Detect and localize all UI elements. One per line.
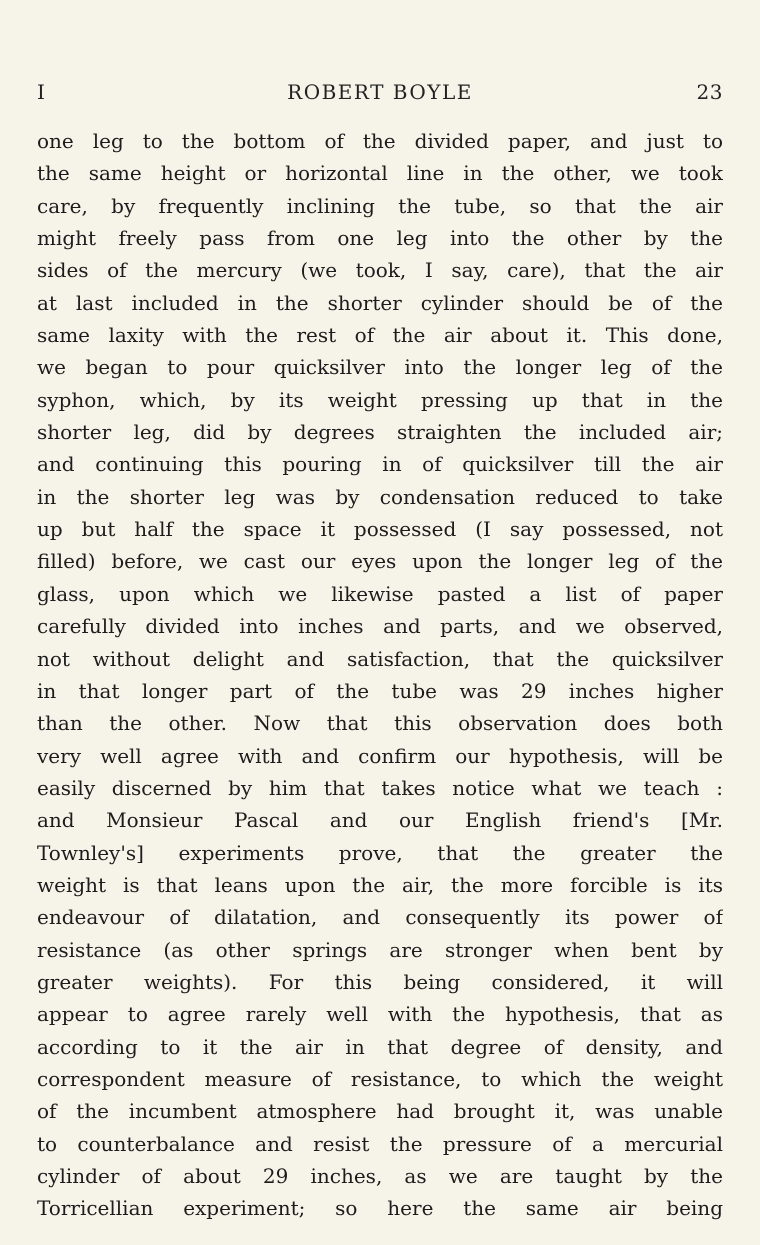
- text-line: than the other. Now that this observation does both: [37, 711, 723, 736]
- text-line: of the incumbent atmosphere had brought it, was unable: [37, 1099, 723, 1124]
- text-line: and Monsieur Pascal and our English friend's [Mr.: [37, 808, 723, 833]
- text-line: might freely pass from one leg into the other by the: [37, 226, 723, 251]
- text-line: in that longer part of the tube was 29 inches higher: [37, 678, 723, 703]
- text-line: glass, upon which we likewise pasted a list of paper: [37, 581, 723, 606]
- chapter-number: I: [37, 80, 46, 104]
- page-number: 23: [696, 80, 723, 104]
- text-line: easily discerned by him that takes notice what we teach :: [37, 775, 723, 800]
- text-line: syphon, which, by its weight pressing up that in the: [37, 387, 723, 412]
- text-line: endeavour of dilatation, and consequently its power of: [37, 905, 723, 930]
- text-line: up but half the space it possessed (I say possessed, not: [37, 517, 723, 542]
- text-line: and continuing this pouring in of quicksilver till the air: [37, 452, 723, 477]
- text-line: the same height or horizontal line in the other, we took: [37, 161, 723, 186]
- text-line: we began to pour quicksilver into the longer leg of the: [37, 355, 723, 380]
- text-line: at last included in the shorter cylinder should be of the: [37, 290, 723, 315]
- text-line: appear to agree rarely well with the hypothesis, that as: [37, 1002, 723, 1027]
- text-line: cylinder of about 29 inches, as we are taught by the: [37, 1164, 723, 1188]
- text-line: shorter leg, did by degrees straighten the included air;: [37, 420, 723, 445]
- text-line: very well agree with and confirm our hypothesis, will be: [37, 743, 723, 768]
- body-text: [37, 125, 723, 1225]
- text-line: one leg to the bottom of the divided paper, and just to: [37, 129, 723, 153]
- text-line: Townley's] experiments prove, that the greater the: [37, 840, 723, 865]
- running-title: ROBERT BOYLE: [287, 80, 473, 104]
- text-line: in the shorter leg was by condensation reduced to take: [37, 484, 723, 509]
- text-line: filled) before, we cast our eyes upon the longer leg of the: [37, 549, 723, 574]
- text-line: Torricellian experiment; so here the same air being: [37, 1196, 723, 1221]
- text-line: carefully divided into inches and parts, and we observed,: [37, 614, 723, 639]
- text-line: not without delight and satisfaction, that the quicksilver: [37, 646, 723, 671]
- text-line: correspondent measure of resistance, to which the weight: [37, 1066, 723, 1091]
- text-line: sides of the mercury (we took, I say, care), that the air: [37, 258, 723, 283]
- text-line: to counterbalance and resist the pressure of a mercurial: [37, 1131, 723, 1156]
- text-line: same laxity with the rest of the air about it. This done,: [37, 323, 723, 348]
- running-head: [37, 80, 723, 112]
- text-line: resistance (as other springs are stronger when bent by: [37, 937, 723, 962]
- text-line: greater weights). For this being considered, it will: [37, 969, 723, 994]
- text-line: weight is that leans upon the air, the more forcible is its: [37, 872, 723, 897]
- text-line: care, by frequently inclining the tube, so that the air: [37, 193, 723, 218]
- text-line: according to it the air in that degree of density, and: [37, 1034, 723, 1059]
